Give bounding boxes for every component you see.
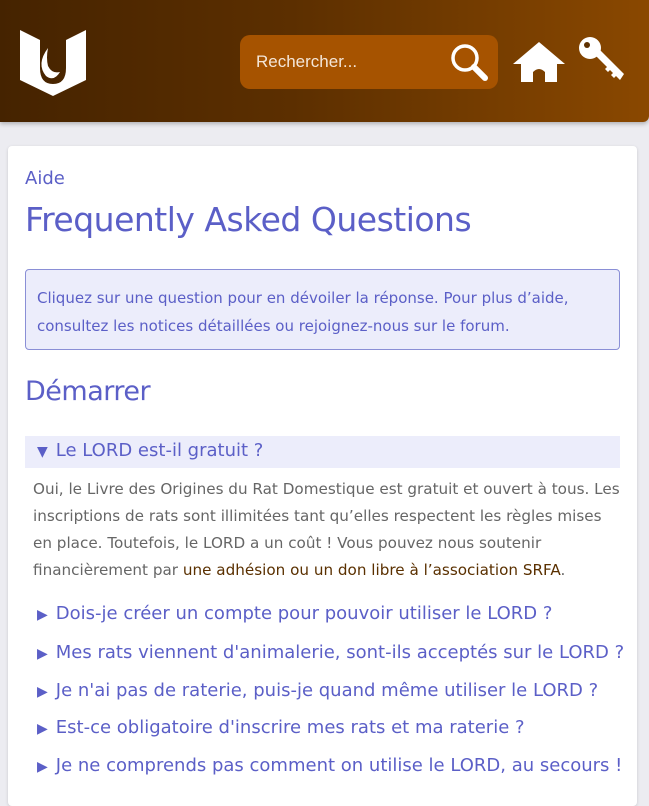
home-icon[interactable] — [513, 42, 565, 82]
caret-right-icon: ▶ — [37, 759, 48, 775]
caret-right-icon: ▶ — [37, 607, 48, 623]
breadcrumb[interactable]: Aide — [25, 168, 65, 189]
caret-right-icon: ▶ — [37, 684, 48, 700]
membership-link[interactable]: une adhésion ou un don libre à l’association SRFA — [182, 561, 561, 579]
question-label: Est-ce obligatoire d'inscrire mes rats et ma raterie ? — [55, 717, 525, 738]
key-icon[interactable] — [578, 36, 626, 82]
caret-right-icon: ▶ — [37, 721, 48, 737]
search-input[interactable] — [256, 49, 436, 75]
search-icon[interactable] — [448, 41, 490, 83]
question-label: Le LORD est-il gratuit ? — [55, 440, 264, 461]
question-label: Mes rats viennent d'animalerie, sont-ils acceptés sur le LORD ? — [55, 642, 625, 663]
page-title: Frequently Asked Questions — [25, 200, 472, 239]
question-label: Dois-je créer un compte pour pouvoir utiliser le LORD ? — [55, 603, 553, 624]
faq-question[interactable] — [37, 680, 598, 701]
header — [0, 0, 649, 122]
faq-question[interactable] — [37, 603, 552, 624]
question-label: Je ne comprends pas comment on utilise le LORD, au secours ! — [55, 755, 623, 776]
caret-down-icon: ▼ — [37, 444, 48, 460]
answer-text: Oui, le Livre des Origines du Rat Domestique est gratuit et ouvert à tous. Les inscriptions de rats sont illimitées tant qu’elles respectent les règles mises en place. Toutefois, le LORD a un coût ! Vous pouvez nous soutenir financièrement par — [33, 480, 620, 579]
faq-card — [8, 146, 637, 806]
logo[interactable] — [18, 28, 88, 96]
faq-question[interactable] — [37, 755, 622, 776]
faq-question[interactable] — [37, 642, 624, 663]
search-bar — [240, 35, 498, 89]
info-box: Cliquez sur une question pour en dévoiler la réponse. Pour plus d’aide, consultez les notices détaillées ou rejoignez-nous sur le forum. — [25, 269, 620, 350]
caret-right-icon: ▶ — [37, 646, 48, 662]
faq-question-open[interactable] — [25, 436, 620, 468]
faq-question[interactable] — [37, 717, 525, 738]
section-title: Démarrer — [25, 376, 151, 407]
faq-answer — [33, 476, 623, 584]
question-label: Je n'ai pas de raterie, puis-je quand même utiliser le LORD ? — [55, 680, 599, 701]
answer-end: . — [560, 561, 566, 579]
